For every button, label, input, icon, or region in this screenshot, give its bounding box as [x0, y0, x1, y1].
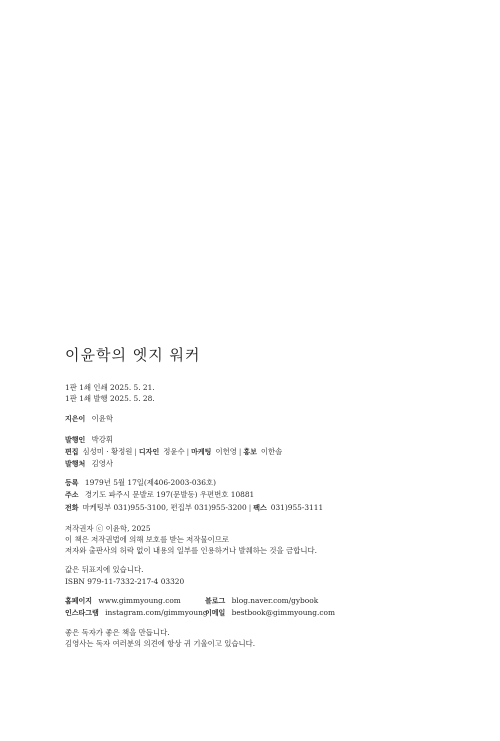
- instagram-label: 인스타그램: [65, 609, 99, 618]
- phone-value: 마케팅부 031)955-3100, 편집부 031)955-3200: [82, 502, 247, 512]
- author-label: 지은이: [65, 415, 86, 424]
- email-address[interactable]: bestbook@gimmyoung.com: [231, 608, 335, 618]
- publisher-label: 발행처: [65, 460, 86, 469]
- promo-names: 이한솔: [260, 446, 283, 456]
- edition-line-publish: 1판 1쇄 발행 2025. 5. 28.: [65, 394, 155, 404]
- fax-value: 031)955-3111: [270, 502, 324, 512]
- publisher-person-line: [65, 434, 465, 446]
- marketing-label: 마케팅: [191, 447, 212, 456]
- closing-line-2: 김영사는 독자 여러분의 의견에 항상 귀 기울이고 있습니다.: [65, 639, 256, 649]
- registration-value: 1979년 5월 17일(제406-2003-036호): [84, 478, 216, 488]
- closing-line-1: 좋은 독자가 좋은 책을 만듭니다.: [65, 628, 170, 638]
- price-line: 값은 뒤표지에 있습니다.: [65, 565, 144, 575]
- address-value: 경기도 파주시 문발로 197(문발동) 우편번호 10881: [84, 490, 255, 500]
- email-label: 이메일: [205, 609, 226, 618]
- author-line: [65, 413, 465, 425]
- address-line: [65, 489, 465, 501]
- edition-line-print: 1판 1쇄 인쇄 2025. 5. 21.: [65, 383, 155, 392]
- registration-label: 등록: [65, 479, 79, 488]
- notice-line-2: 저자와 출판사의 허락 없이 내용의 일부를 인용하거나 발췌하는 것을 금합니다.: [65, 546, 317, 556]
- blog-label: 블로그: [205, 596, 226, 605]
- design-names: 정윤수: [163, 446, 185, 456]
- publisher-line: [65, 458, 465, 470]
- publisher-person-name: 박강휘: [91, 434, 114, 444]
- publisher-person-label: 발행인: [65, 435, 86, 444]
- notice-line-1: 이 책은 저작권법에 의해 보호를 받는 저작물이므로: [65, 535, 230, 545]
- registration-line: [65, 477, 465, 489]
- isbn-line: ISBN 979-11-7332-217-4 03320: [65, 576, 185, 586]
- design-label: 디자인: [138, 447, 160, 456]
- phone-label: 전화: [65, 503, 79, 512]
- web-contact-row: [65, 595, 465, 607]
- book-title: 이윤학의 엣지 워커: [65, 346, 201, 364]
- social-contact-row: [65, 607, 465, 619]
- staff-line: 편집 심성미 · 황정원 | 디자인 정윤수 | 마케팅 이헌영 | 홍보 이한솔: [65, 446, 283, 456]
- blog-url[interactable]: blog.naver.com/gybook: [231, 595, 319, 605]
- edit-label: 편집: [65, 447, 79, 456]
- address-label: 주소: [65, 491, 79, 500]
- publisher-name: 김영사: [91, 459, 114, 469]
- fax-label: 팩스: [253, 503, 267, 512]
- instagram-url[interactable]: instagram.com/gimmyoung: [105, 608, 208, 618]
- homepage-label: 홈페이지: [65, 596, 93, 605]
- author-name: 이윤학: [91, 414, 114, 424]
- phone-line: 전화 마케팅부 031)955-3100, 편집부 031)955-3200 | 팩스 031)955-3111: [65, 502, 324, 512]
- copyright-line: 저작권자 ⓒ 이윤학, 2025: [65, 523, 151, 533]
- homepage-url[interactable]: www.gimmyoung.com: [98, 595, 181, 605]
- marketing-names: 이헌영: [215, 446, 237, 456]
- colophon: [65, 345, 465, 650]
- edit-names: 심성미 · 황정원: [82, 446, 133, 456]
- promo-label: 홍보: [243, 447, 257, 456]
